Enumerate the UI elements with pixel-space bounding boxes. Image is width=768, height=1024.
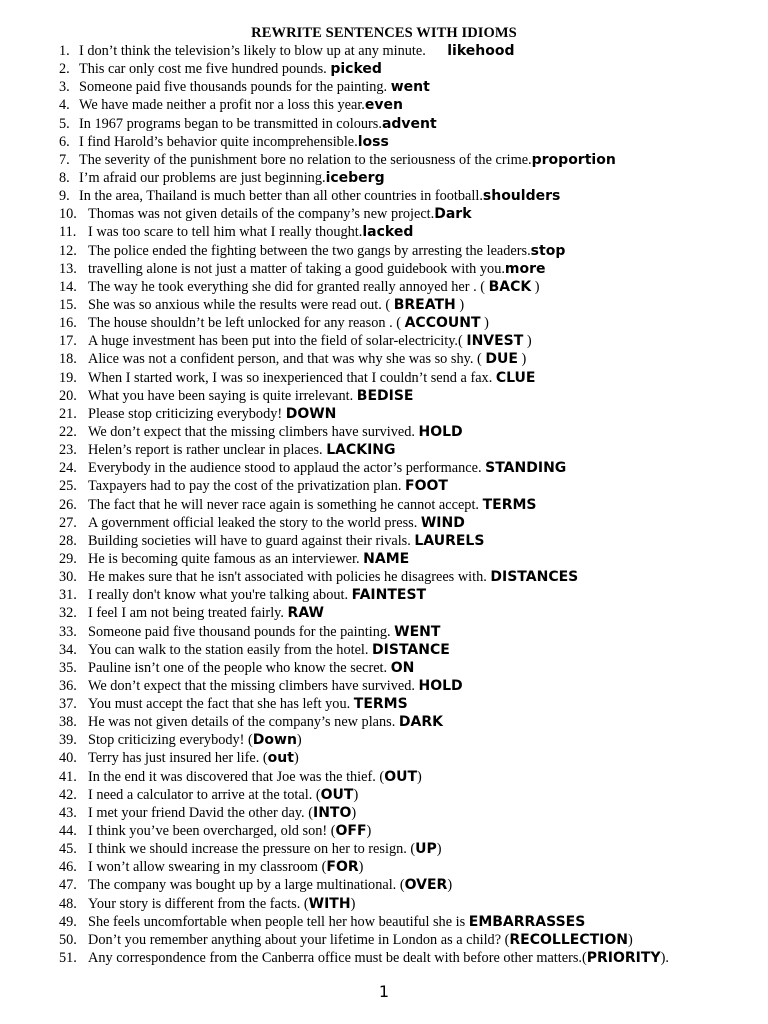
sentence-text: Stop criticizing everybody! [88, 732, 245, 749]
item-sentence [79, 78, 430, 96]
keyword-close: ) [531, 278, 540, 295]
list-item [54, 223, 754, 241]
keyword: WITH [308, 895, 351, 912]
keyword-close: ) [350, 895, 356, 912]
keyword-open: ( [410, 841, 416, 858]
keyword: loss [357, 133, 389, 150]
sentence-text: This car only cost me five hundred pounds. [79, 61, 327, 78]
list-item [54, 514, 754, 532]
sentence-text: Alice was not a confident person, and that was why she was so shy. [88, 351, 474, 368]
item-number: 32. [59, 605, 77, 622]
item-sentence [88, 895, 355, 913]
item-sentence [88, 260, 546, 278]
keyword-close: ) [517, 351, 527, 368]
item-sentence [88, 514, 465, 532]
list-item [54, 369, 754, 387]
list-item [54, 260, 754, 278]
list-item [54, 314, 754, 332]
keyword: BACK [488, 278, 532, 295]
keyword: EMBARRASSES [468, 913, 586, 930]
keyword-open: ( [458, 333, 467, 350]
item-number: 8. [59, 169, 70, 186]
sentence-text: Building societies will have to guard against their rivals. [88, 532, 411, 549]
sentence-text: I feel I am not being treated fairly. [88, 605, 284, 622]
sentence-text: When I started work, I was so inexperienced that I couldn’t send a fax. [88, 369, 493, 386]
list-item [54, 876, 754, 894]
keyword: DUE [485, 351, 518, 368]
item-number: 22. [59, 423, 77, 440]
item-number: 10. [59, 206, 77, 223]
item-sentence [88, 242, 565, 260]
sentence-text: The fact that he will never race again is something he cannot accept. [88, 496, 480, 513]
item-sentence [88, 296, 464, 314]
item-sentence [88, 205, 472, 223]
sentence-text: He makes sure that he isn't associated with policies he disagrees with. [88, 569, 487, 586]
item-sentence [88, 623, 440, 641]
list-item [54, 532, 754, 550]
keyword: WENT [394, 623, 441, 640]
item-sentence [88, 677, 463, 695]
item-sentence [88, 496, 537, 514]
keyword: INTO [312, 804, 352, 821]
keyword: HOLD [418, 677, 463, 694]
keyword-close: ) [358, 859, 364, 876]
item-sentence [88, 350, 526, 368]
keyword-open: ( [581, 950, 587, 967]
item-number: 41. [59, 768, 77, 785]
list-item [54, 786, 754, 804]
item-number: 4. [59, 97, 70, 114]
item-sentence [88, 550, 409, 568]
item-sentence [88, 369, 536, 387]
page-title: REWRITE SENTENCES WITH IDIOMS [251, 25, 517, 41]
item-sentence [88, 641, 450, 659]
item-number: 42. [59, 786, 77, 803]
item-sentence [79, 96, 403, 114]
keyword: Dark [434, 206, 472, 223]
sentence-gap [426, 43, 447, 59]
list-item [54, 151, 754, 169]
item-sentence [88, 876, 452, 894]
list-item [54, 278, 754, 296]
item-sentence [88, 749, 299, 767]
keyword: DISTANCE [372, 641, 450, 658]
sentence-text: You must accept the fact that she has left you. [88, 696, 351, 713]
item-number: 34. [59, 641, 77, 658]
keyword-open: ( [321, 859, 327, 876]
list-item [54, 332, 754, 350]
sentence-text: The police ended the fighting between the two gangs by arresting the leaders. [88, 242, 531, 259]
list-item [54, 913, 754, 931]
list-item [54, 568, 754, 586]
sentence-text: We don’t expect that the missing climbers have survived. [88, 423, 415, 440]
keyword: stop [530, 242, 566, 259]
sentence-text: I find Harold’s behavior quite incomprehensible. [79, 133, 358, 150]
sentence-text: She feels uncomfortable when people tell her how beautiful she is [88, 913, 466, 930]
sentence-text: Someone paid five thousands pounds for the painting. [79, 79, 388, 96]
list-item [54, 768, 754, 786]
sentence-text: What you have been saying is quite irrelevant. [88, 387, 354, 404]
item-number: 28. [59, 532, 77, 549]
item-number: 45. [59, 841, 77, 858]
sentence-text: Someone paid five thousand pounds for the painting. [88, 623, 391, 640]
list-item [54, 115, 754, 133]
list-item [54, 205, 754, 223]
keyword: more [504, 260, 546, 277]
keyword: even [364, 97, 403, 114]
item-number: 12. [59, 242, 77, 259]
list-item [54, 858, 754, 876]
keyword-open: ( [308, 804, 313, 821]
keyword: FOR [326, 859, 359, 876]
sentence-text: We don’t expect that the missing climbers have survived. [88, 677, 415, 694]
keyword-open: ( [379, 768, 385, 785]
keyword: went [390, 79, 430, 96]
item-number: 21. [59, 405, 77, 422]
item-sentence [88, 586, 426, 604]
list-item [54, 169, 754, 187]
keyword: OUT [384, 768, 418, 785]
item-number: 11. [59, 224, 77, 241]
item-number: 36. [59, 677, 77, 694]
sentence-text: A government official leaked the story to the world press. [88, 514, 418, 531]
list-item [54, 695, 754, 713]
item-sentence [88, 223, 413, 241]
keyword: LAURELS [414, 532, 485, 549]
item-number: 17. [59, 333, 77, 350]
list-item [54, 350, 754, 368]
sentence-text: He was not given details of the company’s new plans. [88, 714, 396, 731]
item-number: 19. [59, 369, 77, 386]
sentence-text: She was so anxious while the results were read out. [88, 296, 382, 313]
sentence-text: Taxpayers had to pay the cost of the privatization plan. [88, 478, 402, 495]
item-sentence [79, 151, 616, 169]
item-number: 49. [59, 913, 77, 930]
list-item [54, 677, 754, 695]
keyword: FAINTEST [351, 587, 427, 604]
keyword-close: ) [455, 296, 465, 313]
list-item [54, 296, 754, 314]
keyword: UP [415, 841, 437, 858]
item-sentence [79, 169, 385, 187]
keyword: ACCOUNT [404, 315, 481, 332]
sentence-text: Please stop criticizing everybody! [88, 405, 283, 422]
item-sentence [79, 42, 515, 60]
item-sentence [88, 532, 484, 550]
sentence-text: The way he took everything she did for granted really annoyed her . [88, 278, 477, 295]
item-sentence [88, 840, 442, 858]
keyword-open: ( [330, 823, 336, 840]
keyword-close: ) [351, 804, 357, 821]
item-number: 3. [59, 79, 70, 96]
item-number: 9. [59, 188, 70, 205]
keyword: OVER [404, 877, 448, 894]
sentence-text: We have made neither a profit nor a loss this year. [79, 97, 365, 114]
keyword: BEDISE [356, 387, 414, 404]
sentence-text: In the end it was discovered that Joe was the thief. [88, 768, 376, 785]
item-sentence [88, 423, 463, 441]
keyword: LACKING [326, 442, 396, 459]
item-number: 48. [59, 895, 77, 912]
keyword: FOOT [405, 478, 448, 495]
keyword: shoulders [482, 188, 561, 205]
item-sentence [88, 387, 414, 405]
keyword-close: ) [417, 768, 422, 785]
item-sentence [88, 713, 443, 731]
keyword: STANDING [485, 460, 567, 477]
keyword-close: ). [660, 950, 669, 967]
item-sentence [88, 568, 578, 586]
keyword: ON [390, 659, 415, 676]
exercise-list [54, 42, 754, 967]
keyword-open: ( [262, 750, 268, 767]
item-number: 43. [59, 804, 77, 821]
list-item [54, 931, 754, 949]
item-sentence [88, 695, 408, 713]
item-sentence [88, 604, 324, 622]
item-sentence [79, 115, 437, 133]
list-item [54, 387, 754, 405]
list-item [54, 749, 754, 767]
keyword-close: ) [436, 841, 442, 858]
item-sentence [88, 659, 414, 677]
item-number: 7. [59, 151, 70, 168]
item-sentence [88, 768, 422, 786]
keyword: RAW [287, 605, 324, 622]
item-number: 18. [59, 351, 77, 368]
item-number: 1. [59, 43, 70, 59]
keyword-open: ( [315, 786, 321, 803]
keyword-close: ) [296, 732, 302, 749]
keyword-close: ) [353, 786, 359, 803]
item-number: 26. [59, 496, 77, 513]
item-number: 6. [59, 133, 70, 150]
keyword-open: ( [504, 931, 510, 948]
sentence-text: I need a calculator to arrive at the total. [88, 786, 313, 803]
item-sentence [88, 278, 540, 296]
keyword-close: ) [447, 877, 453, 894]
keyword: DISTANCES [490, 569, 579, 586]
keyword: proportion [531, 151, 616, 168]
list-item [54, 659, 754, 677]
keyword: OFF [335, 823, 367, 840]
sentence-text: Thomas was not given details of the company’s new project. [88, 206, 435, 223]
keyword: OUT [320, 786, 354, 803]
item-number: 25. [59, 478, 77, 495]
keyword: TERMS [482, 496, 537, 513]
keyword-close: ) [480, 315, 489, 332]
keyword: DOWN [285, 405, 337, 422]
item-number: 38. [59, 714, 77, 731]
keyword: Down [252, 732, 297, 749]
list-item [54, 423, 754, 441]
keyword: PRIORITY [586, 950, 661, 967]
item-sentence [88, 477, 448, 495]
keyword-open: ( [248, 732, 253, 749]
keyword: RECOLLECTION [509, 931, 628, 948]
sentence-text: Everybody in the audience stood to applaud the actor’s performance. [88, 460, 482, 477]
keyword: TERMS [353, 696, 408, 713]
list-item [54, 550, 754, 568]
sentence-text: I think you’ve been overcharged, old son! [88, 823, 328, 840]
sentence-text: You can walk to the station easily from the hotel. [88, 641, 369, 658]
item-sentence [88, 822, 371, 840]
item-sentence [88, 858, 363, 876]
sentence-text: The company was bought up by a large multinational. [88, 877, 397, 894]
keyword-close: ) [366, 823, 372, 840]
sentence-text: He is becoming quite famous as an interviewer. [88, 550, 360, 567]
sentence-text: I think we should increase the pressure on her to resign. [88, 841, 407, 858]
item-number: 35. [59, 659, 77, 676]
list-item [54, 60, 754, 78]
item-sentence [88, 804, 356, 822]
list-item [54, 477, 754, 495]
keyword-close: ) [627, 931, 633, 948]
item-sentence [88, 786, 358, 804]
item-sentence [88, 314, 489, 332]
item-number: 39. [59, 732, 77, 749]
item-sentence [88, 332, 532, 350]
item-number: 5. [59, 115, 70, 132]
item-sentence [79, 133, 389, 151]
sentence-text: I really don't know what you're talking about. [88, 587, 349, 604]
list-item [54, 623, 754, 641]
item-number: 24. [59, 460, 77, 477]
sentence-text: Your story is different from the facts. [88, 895, 301, 912]
list-item [54, 895, 754, 913]
list-item [54, 641, 754, 659]
keyword-close: ) [293, 750, 299, 767]
list-item [54, 187, 754, 205]
sentence-text: The severity of the punishment bore no relation to the seriousness of the crime. [79, 151, 532, 168]
keyword: out [267, 750, 294, 767]
item-number: 27. [59, 514, 77, 531]
item-sentence [79, 187, 560, 205]
list-item [54, 441, 754, 459]
item-number: 40. [59, 750, 77, 767]
sentence-text: Don’t you remember anything about your lifetime in London as a child? [88, 931, 502, 948]
item-number: 13. [59, 260, 77, 277]
item-number: 2. [59, 61, 70, 78]
item-sentence [88, 441, 395, 459]
page-number: 1 [378, 982, 390, 1001]
keyword: likehood [447, 43, 515, 59]
list-item [54, 405, 754, 423]
keyword: CLUE [495, 369, 536, 386]
item-number: 23. [59, 442, 77, 459]
item-number: 44. [59, 823, 77, 840]
list-item [54, 804, 754, 822]
item-number: 29. [59, 550, 77, 567]
keyword: INVEST [466, 333, 524, 350]
keyword: iceberg [325, 169, 385, 186]
item-sentence [88, 731, 302, 749]
list-item [54, 731, 754, 749]
keyword: BREATH [393, 296, 456, 313]
keyword-open: ( [480, 278, 489, 295]
list-item [54, 604, 754, 622]
item-number: 50. [59, 931, 77, 948]
list-item [54, 840, 754, 858]
keyword: lacked [362, 224, 414, 241]
list-item [54, 78, 754, 96]
sentence-text: Pauline isn’t one of the people who know the secret. [88, 659, 388, 676]
item-number: 33. [59, 623, 77, 640]
item-number: 37. [59, 696, 77, 713]
keyword-open: ( [385, 296, 394, 313]
sentence-text: In the area, Thailand is much better than all other countries in football. [79, 188, 483, 205]
sentence-text: In 1967 programs began to be transmitted in colours. [79, 115, 382, 132]
item-sentence [88, 405, 336, 423]
sentence-text: I don’t think the television’s likely to blow up at any minute. [79, 43, 426, 59]
keyword: advent [381, 115, 437, 132]
sentence-text: I was too scare to tell him what I really thought. [88, 224, 363, 241]
item-sentence [88, 949, 669, 967]
item-number: 30. [59, 569, 77, 586]
list-item [54, 586, 754, 604]
list-item [54, 42, 754, 60]
keyword-close: ) [523, 333, 532, 350]
list-item [54, 459, 754, 477]
list-item [54, 133, 754, 151]
keyword-open: ( [303, 895, 309, 912]
keyword: DARK [398, 714, 443, 731]
item-sentence [88, 459, 566, 477]
sentence-text: Terry has just insured her life. [88, 750, 260, 767]
keyword-open: ( [396, 315, 405, 332]
sentence-text: A huge investment has been put into the field of solar-electricity. [88, 333, 459, 350]
keyword: WIND [420, 514, 465, 531]
keyword: HOLD [418, 423, 463, 440]
item-number: 31. [59, 587, 77, 604]
item-number: 51. [59, 950, 77, 967]
sentence-text: The house shouldn’t be left unlocked for any reason . [88, 315, 393, 332]
keyword-open: ( [399, 877, 405, 894]
list-item [54, 496, 754, 514]
sentence-text: I’m afraid our problems are just beginning. [79, 169, 326, 186]
keyword: NAME [363, 550, 410, 567]
item-sentence [88, 913, 585, 931]
item-sentence [88, 931, 633, 949]
list-item [54, 242, 754, 260]
item-number: 15. [59, 296, 77, 313]
sentence-text: Helen’s report is rather unclear in places. [88, 442, 323, 459]
list-item [54, 96, 754, 114]
keyword-open: ( [476, 351, 486, 368]
item-number: 14. [59, 278, 77, 295]
list-item [54, 713, 754, 731]
item-number: 47. [59, 877, 77, 894]
list-item [54, 822, 754, 840]
item-number: 46. [59, 859, 77, 876]
sentence-text: I won’t allow swearing in my classroom [88, 859, 319, 876]
sentence-text: I met your friend David the other day. [88, 804, 305, 821]
item-number: 16. [59, 315, 77, 332]
sentence-text: travelling alone is not just a matter of taking a good guidebook with you. [88, 260, 505, 277]
item-number: 20. [59, 387, 77, 404]
sentence-text: Any correspondence from the Canberra office must be dealt with before other matters. [88, 950, 582, 967]
item-sentence [79, 60, 382, 78]
list-item [54, 949, 754, 967]
keyword: picked [330, 61, 382, 78]
